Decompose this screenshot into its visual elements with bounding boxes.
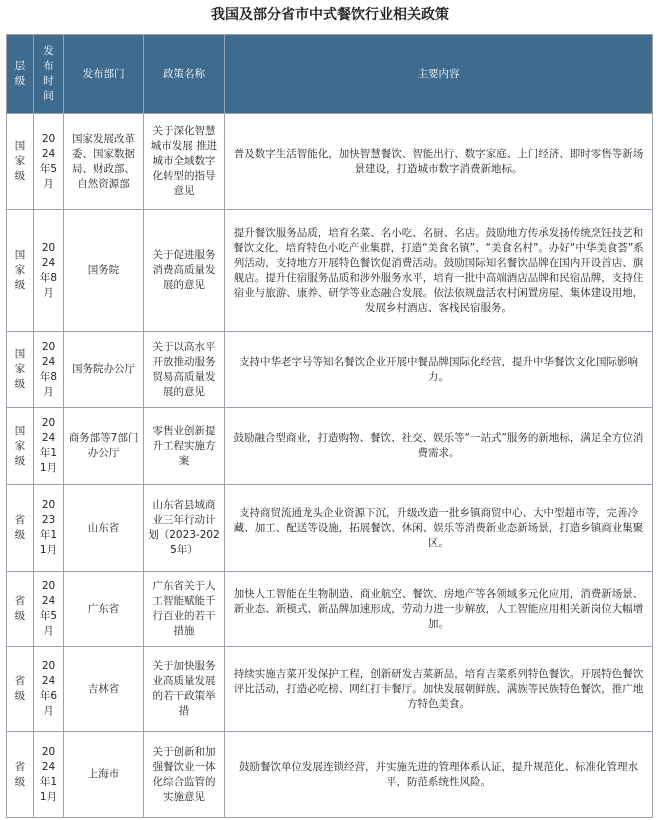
cell-date: 2024年5月 (34, 572, 64, 647)
cell-level: 国家级 (7, 114, 34, 210)
cell-level: 省级 (7, 572, 34, 647)
cell-date: 2024年11月 (34, 408, 64, 485)
header-row (7, 35, 653, 114)
header-level: 层级 (7, 35, 34, 114)
cell-level: 国家级 (7, 332, 34, 408)
header-content: 主要内容 (225, 35, 653, 114)
cell-dept: 吉林省 (64, 647, 144, 732)
cell-level: 省级 (7, 485, 34, 572)
table-row (7, 408, 653, 485)
cell-dept: 上海市 (64, 732, 144, 818)
cell-level: 省级 (7, 647, 34, 732)
cell-content: 支持中华老字号等知名餐饮企业开展中餐品牌国际化经营，提升中华餐饮文化国际影响力。 (225, 332, 653, 408)
cell-level: 国家级 (7, 210, 34, 332)
cell-date: 2024年6月 (34, 647, 64, 732)
cell-name: 关于以高水平开放推动服务贸易高质量发展的意见 (144, 332, 225, 408)
cell-content: 鼓励餐饮单位发展连锁经营，并实施先进的管理体系认证，提升规范化、标准化管理水平，防范系统性风险。 (225, 732, 653, 818)
cell-name: 关于创新和加强餐饮业一体化综合监管的实施意见 (144, 732, 225, 818)
header-date: 发布时间 (34, 35, 64, 114)
header-name: 政策名称 (144, 35, 225, 114)
table-row (7, 572, 653, 647)
cell-dept: 山东省 (64, 485, 144, 572)
cell-name: 关于深化智慧城市发展 推进城市全域数字化转型的指导意见 (144, 114, 225, 210)
table-row (7, 485, 653, 572)
cell-name: 山东省县域商业三年行动计划（2023-2025年） (144, 485, 225, 572)
cell-content: 鼓励融合型商业，打造购物、餐饮、社交、娱乐等“一站式”服务的新地标，满足全方位消费需求。 (225, 408, 653, 485)
table-row (7, 647, 653, 732)
cell-dept: 国务院办公厅 (64, 332, 144, 408)
table-row (7, 210, 653, 332)
cell-name: 关于促进服务消费高质量发展的意见 (144, 210, 225, 332)
cell-date: 2024年5月 (34, 114, 64, 210)
cell-dept: 国务院 (64, 210, 144, 332)
cell-content: 提升餐饮服务品质，培育名菜、名小吃、名厨、名店。鼓励地方传承发扬传统烹饪技艺和餐饮文化，培育特色小吃产业集群，打造“美食名镇”、“美食名村”。办好“中华美食荟”系列活动，支持地方开展特色餐饮促消费活动。鼓励国际知名餐饮品牌在国内开设首店、旗舰店。提升住宿服务品质和涉外服务水平，培育一批中高端酒店品牌和民宿品牌，支持住宿业与旅游、康养、研学等业态融合发展。依法依规盘活农村闲置房屋、集体建设用地，发展乡村酒店、客栈民宿服务。 (225, 210, 653, 332)
table-row (7, 332, 653, 408)
table-row (7, 114, 653, 210)
header-dept: 发布部门 (64, 35, 144, 114)
cell-date: 2024年8月 (34, 210, 64, 332)
cell-content: 加快人工智能在生物制造、商业航空、餐饮、房地产等各领域多元化应用，消费新场景、新业态、新模式、新品牌加速形成，劳动力进一步解放，人工智能应用相关新岗位大幅增加。 (225, 572, 653, 647)
table-row (7, 732, 653, 818)
cell-dept: 国家发展改革委、国家数据局、财政部、自然资源部 (64, 114, 144, 210)
cell-name: 关于加快服务业高质量发展的若干政策举措 (144, 647, 225, 732)
cell-content: 持续实施吉菜开发保护工程，创新研发吉菜新品，培育吉菜系列特色餐饮。开展特色餐饮评比活动，打造必吃榜、网红打卡餐厅。加快发展朝鲜族、满族等民族特色餐饮，推广地方特色美食。 (225, 647, 653, 732)
cell-name: 广东省关于人工智能赋能千行百业的若干措施 (144, 572, 225, 647)
page-title: 我国及部分省市中式餐饮行业相关政策 (211, 7, 449, 23)
cell-content: 支持商贸流通龙头企业资源下沉，升级改造一批乡镇商贸中心、大中型超市等，完善冷藏、加工、配送等设施，拓展餐饮、休闲、娱乐等消费新业态新场景，打造乡镇商业集聚区。 (225, 485, 653, 572)
cell-date: 2024年8月 (34, 332, 64, 408)
cell-dept: 商务部等7部门办公厅 (64, 408, 144, 485)
cell-name: 零售业创新提升工程实施方案 (144, 408, 225, 485)
policy-table (6, 34, 653, 818)
cell-content: 普及数字生活智能化，加快智慧餐饮、智能出行、数字家庭、上门经济、即时零售等新场景建设，打造城市数字消费新地标。 (225, 114, 653, 210)
cell-date: 2024年11月 (34, 732, 64, 818)
cell-dept: 广东省 (64, 572, 144, 647)
cell-level: 国家级 (7, 408, 34, 485)
cell-date: 2023年11月 (34, 485, 64, 572)
cell-level: 省级 (7, 732, 34, 818)
